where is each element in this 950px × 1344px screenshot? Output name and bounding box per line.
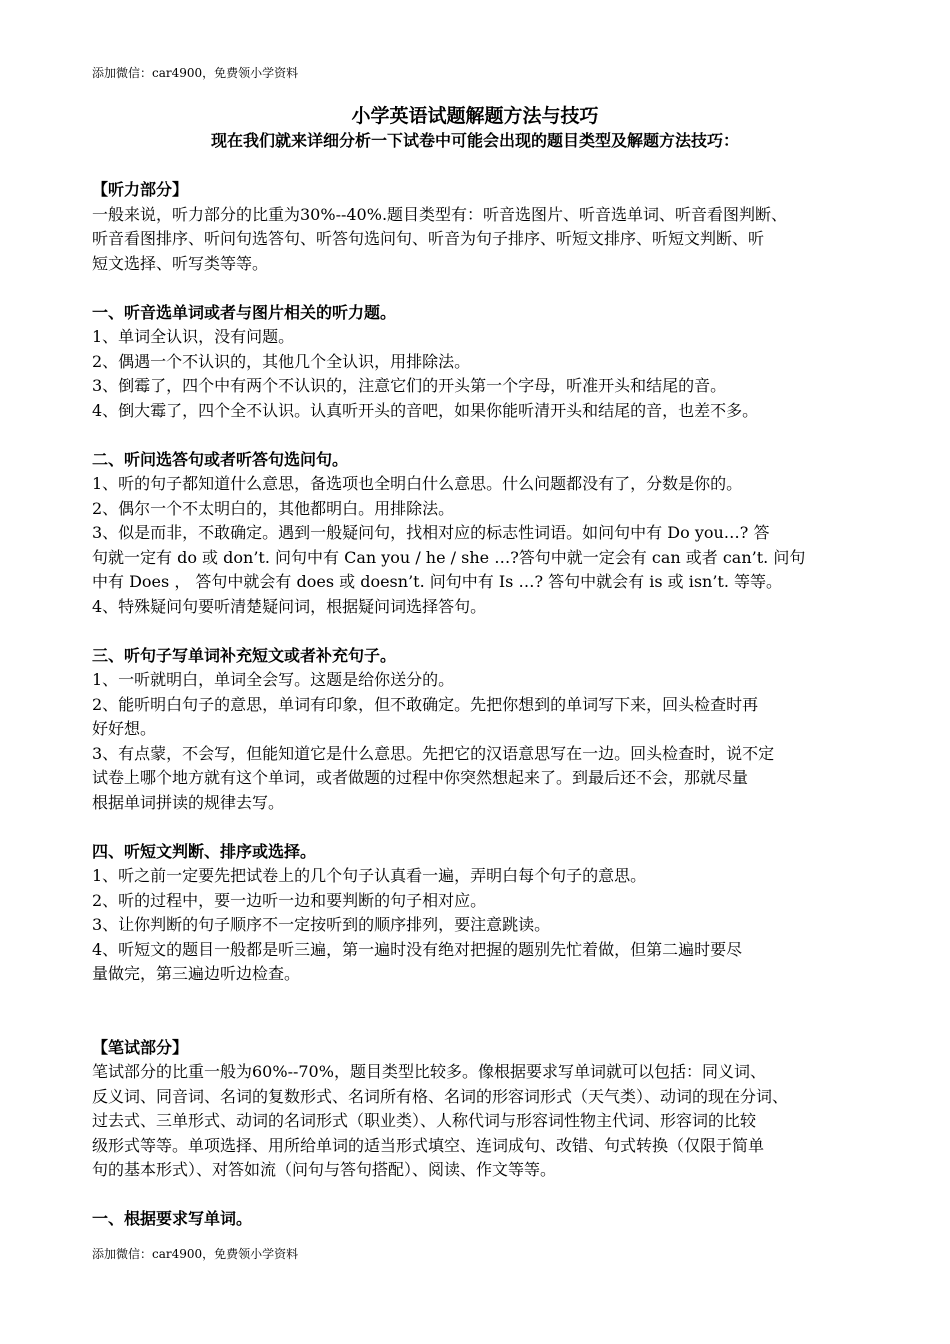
section-heading: 二、听问选答句或者听答句选问句。 — [92, 449, 349, 469]
section-heading: 一、根据要求写单词。 — [92, 1209, 253, 1228]
list-item: 2、偶尔一个不太明白的，其他都明白。用排除法。 — [92, 498, 455, 518]
section-heading: 四、听短文判断、排序或选择。 — [92, 841, 317, 861]
written-intro-line: 反义词、同音词、名词的复数形式、名词所有格、名词的形容词形式（天气类）、动词的现在分词、 — [92, 1086, 789, 1106]
section-heading: 三、听句子写单词补充短文或者补充句子。 — [92, 645, 397, 665]
list-item: 根据单词拼读的规律去写。 — [92, 792, 285, 812]
written-intro-line: 句的基本形式）、对答如流（问句与答句搭配）、阅读、作文等等。 — [92, 1160, 557, 1179]
list-item: 2、能听明白句子的意思，单词有印象，但不敢确定。先把你想到的单词写下来，回头检查时再 — [92, 694, 759, 714]
list-item: 3、让你判断的句子顺序不一定按听到的顺序排列，要注意跳读。 — [92, 915, 551, 934]
header-note: 添加微信：car4900，免费领小学资料 — [92, 66, 299, 80]
listening-intro-line: 听音看图排序、听问句选答句、听答句选问句、听音为句子排序、听短文排序、听短文判断、听 — [92, 229, 765, 248]
listening-intro-line: 一般来说，听力部分的比重为30%--40%.题目类型有：听音选图片、听音选单词、听音看图判断、 — [92, 204, 788, 224]
section-heading: 一、听音选单词或者与图片相关的听力题。 — [92, 302, 397, 322]
list-item: 中有 Does ， 答句中就会有 does 或 doesn’t. 问句中有 Is …? 答句中就会有 is 或 isn’t. 等等。 — [92, 572, 783, 591]
written-intro-line: 级形式等等。单项选择、用所给单词的适当形式填空、连词成句、改错、句式转换（仅限于简单 — [92, 1135, 765, 1155]
list-item: 1、听之前一定要先把试卷上的几个句子认真看一遍，弄明白每个句子的意思。 — [92, 866, 647, 885]
list-item: 3、有点蒙，不会写，但能知道它是什么意思。先把它的汉语意思写在一边。回头检查时，说不定 — [92, 743, 775, 763]
list-item: 4、听短文的题目一般都是听三遍，第一遍时没有绝对把握的题别先忙着做，但第二遍时要尽 — [92, 939, 743, 959]
list-item: 1、听的句子都知道什么意思，备选项也全明白什么意思。什么问题都没有了，分数是你的。 — [92, 474, 743, 493]
footer-note: 添加微信：car4900，免费领小学资料 — [92, 1247, 299, 1261]
document-subtitle: 现在我们就来详细分析一下试卷中可能会出现的题目类型及解题方法技巧： — [210, 131, 739, 150]
document-title: 小学英语试题解题方法与技巧 — [351, 105, 599, 127]
list-item: 2、偶遇一个不认识的，其他几个全认识，用排除法。 — [92, 351, 471, 371]
written-intro-line: 笔试部分的比重一般为60%--70%，题目类型比较多。像根据要求写单词就可以包括：同义词、 — [92, 1062, 766, 1081]
list-item: 3、倒霉了，四个中有两个不认识的，注意它们的开头第一个字母，听准开头和结尾的音。 — [92, 376, 727, 395]
written-intro-line: 过去式、三单形式、动词的名词形式（职业类）、人称代词与形容词性物主代词、形容词的比较 — [92, 1111, 757, 1130]
list-item: 3、似是而非，不敢确定。遇到一般疑问句，找相对应的标志性词语。如问句中有 Do you…? 答 — [92, 523, 770, 542]
list-item: 1、一听就明白，单词全会写。这题是给你送分的。 — [92, 670, 455, 689]
document-body — [92, 178, 862, 1232]
list-item: 量做完，第三遍边听边检查。 — [92, 964, 301, 983]
list-item: 4、特殊疑问句要听清楚疑问词，根据疑问词选择答句。 — [92, 596, 487, 616]
list-item: 试卷上哪个地方就有这个单词，或者做题的过程中你突然想起来了。到最后还不会，那就尽量 — [92, 768, 749, 787]
list-item: 2、听的过程中，要一边听一边和要判断的句子相对应。 — [92, 890, 487, 910]
list-item: 好好想。 — [92, 719, 157, 738]
list-item: 句就一定有 do 或 don’t. 问句中有 Can you / he / she …?答句中就一定会有 can 或者 can’t. 问句 — [92, 547, 806, 567]
written-heading: 【笔试部分】 — [92, 1037, 189, 1057]
listening-intro-line: 短文选择、听写类等等。 — [92, 253, 269, 273]
list-item: 1、单词全认识，没有问题。 — [92, 327, 295, 346]
listening-heading: 【听力部分】 — [92, 180, 189, 199]
list-item: 4、倒大霉了，四个全不认识。认真听开头的音吧，如果你能听清开头和结尾的音，也差不多。 — [92, 400, 759, 420]
